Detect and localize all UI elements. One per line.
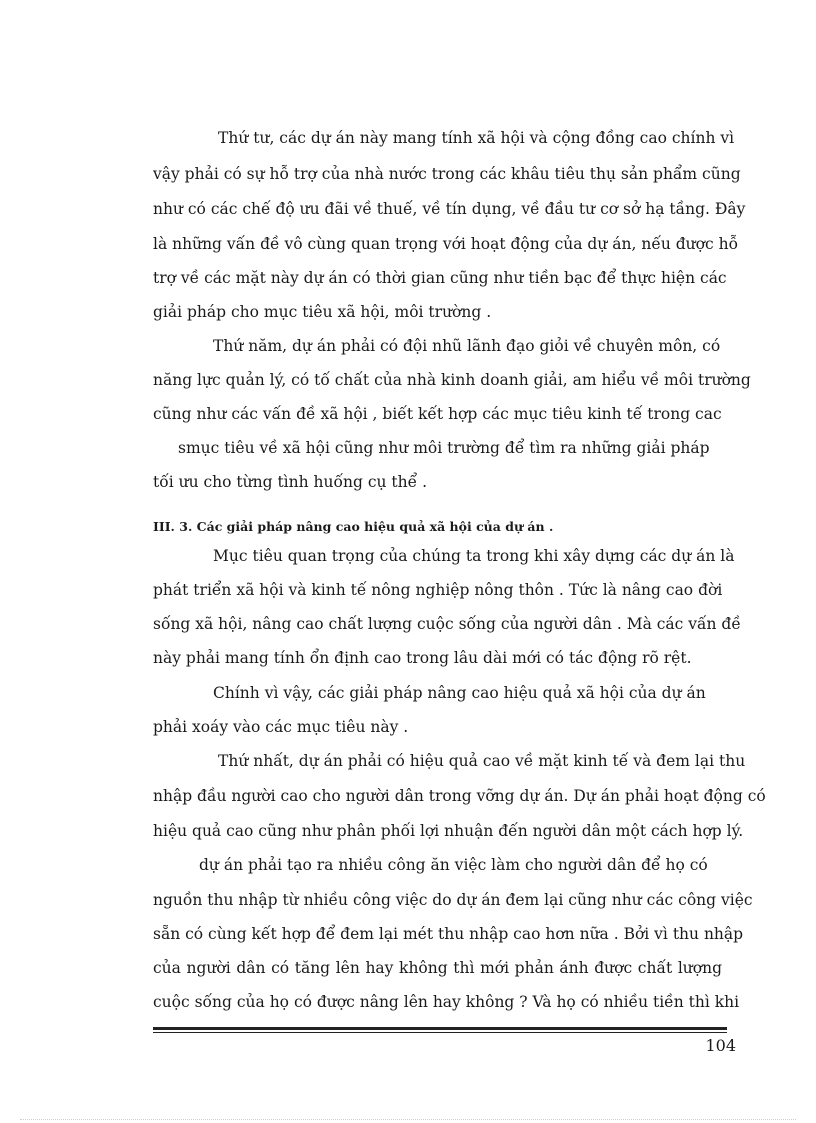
- text-line: nguồn thu nhập từ nhiều công việc do dự án đem lại cũng như các công việc: [153, 891, 753, 909]
- text-line: Thứ tư, các dự án này mang tính xã hội và cộng đồng cao chính vì: [218, 129, 735, 147]
- text-line: vậy phải có sự hỗ trợ của nhà nước trong các khâu tiêu thụ sản phẩm cũng: [153, 165, 741, 183]
- text-line: này phải mang tính ổn định cao trong lâu dài mới có tác động rõ rệt.: [153, 649, 692, 667]
- footer-rule: [153, 1027, 727, 1030]
- text-line: smục tiêu về xã hội cũng như môi trường để tìm ra những giải pháp: [178, 439, 710, 457]
- text-line: Chính vì vậy, các giải pháp nâng cao hiệu quả xã hội của dự án: [213, 684, 706, 702]
- text-line: phát triển xã hội và kinh tế nông nghiệp nông thôn . Tức là nâng cao đời: [153, 581, 723, 599]
- text-line: như có các chế độ ưu đãi về thuế, về tín dụng, về đầu tư cơ sở hạ tầng. Đây: [153, 200, 746, 218]
- page-number: 104: [705, 1036, 736, 1055]
- text-line: Mục tiêu quan trọng của chúng ta trong khi xây dựng các dự án là: [213, 547, 735, 565]
- text-line: cuộc sống của họ có được nâng lên hay không ? Và họ có nhiều tiền thì khi: [153, 993, 740, 1011]
- section-heading: III. 3. Các giải pháp nâng cao hiệu quả xã hội của dự án .: [153, 519, 554, 534]
- page-edge-divider: [20, 1119, 796, 1120]
- text-line: Thứ nhất, dự án phải có hiệu quả cao về mặt kinh tế và đem lại thu: [218, 752, 746, 770]
- text-line: sống xã hội, nâng cao chất lượng cuộc sống của người dân . Mà các vấn đề: [153, 615, 741, 633]
- text-line: của người dân có tăng lên hay không thì mới phản ánh được chất lượng: [153, 959, 722, 977]
- text-line: là những vấn đề vô cùng quan trọng với hoạt động của dự án, nếu được hỗ: [153, 235, 739, 253]
- text-line: tối ưu cho từng tình huống cụ thể .: [153, 473, 428, 491]
- text-line: năng lực quản lý, có tố chất của nhà kinh doanh giải, am hiểu về môi trường: [153, 371, 751, 389]
- footer-rule-thin: [153, 1032, 727, 1033]
- text-line: dự án phải tạo ra nhiều công ăn việc làm cho người dân để họ có: [199, 856, 708, 874]
- text-line: Thứ năm, dự án phải có đội nhũ lãnh đạo giỏi về chuyên môn, có: [213, 337, 721, 355]
- text-line: nhập đầu người cao cho người dân trong vỡng dự án. Dự án phải hoạt động có: [153, 787, 766, 805]
- text-line: giải pháp cho mục tiêu xã hội, môi trường .: [153, 303, 492, 321]
- text-line: sẵn có cùng kết hợp để đem lại mét thu nhập cao hơn nữa . Bởi vì thu nhập: [153, 925, 744, 943]
- text-line: hiệu quả cao cũng như phân phối lợi nhuận đến người dân một cách hợp lý.: [153, 822, 744, 840]
- text-line: phải xoáy vào các mục tiêu này .: [153, 718, 409, 736]
- text-line: cũng như các vấn đề xã hội , biết kết hợp các mục tiêu kinh tế trong cac: [153, 405, 722, 423]
- text-line: trợ về các mặt này dự án có thời gian cũng như tiền bạc để thực hiện các: [153, 269, 727, 287]
